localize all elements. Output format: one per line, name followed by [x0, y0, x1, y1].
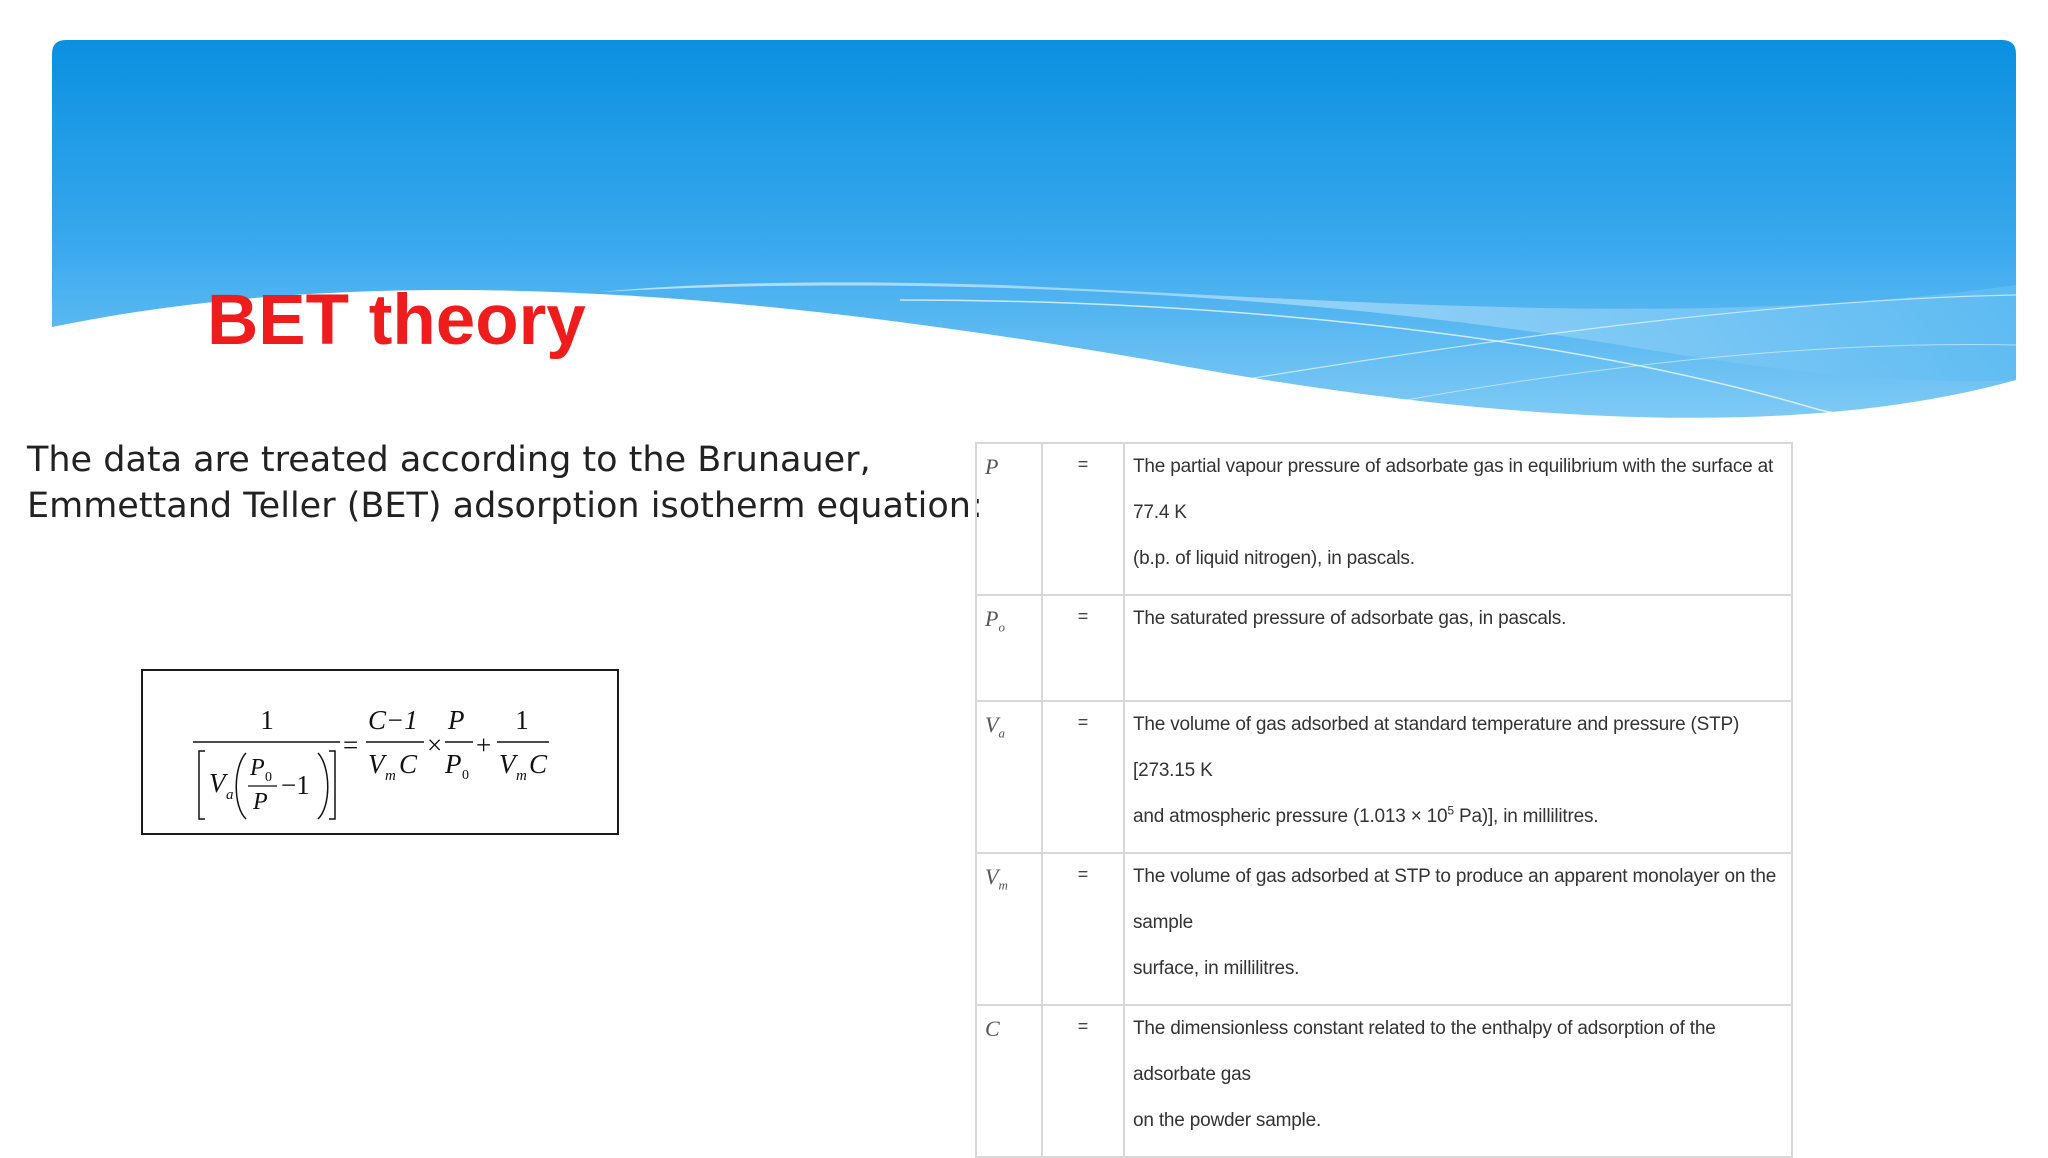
description-line-2: surface, in millilitres. — [1133, 958, 1300, 979]
equals-cell: = — [1042, 701, 1124, 853]
eq-frac3-zero: 0 — [462, 768, 469, 783]
eq-right-paren — [318, 753, 328, 819]
description-cell — [1124, 701, 1792, 853]
description-line-2 — [1133, 794, 1783, 840]
description-line-2a: and atmospheric pressure (1.013 × 10 — [1133, 806, 1448, 827]
description-line-2b: Pa)], in millilitres. — [1453, 806, 1599, 827]
description-line-1: The partial vapour pressure of adsorbate gas in equilibrium with the surface at 77.4 K — [1133, 456, 1774, 523]
description-cell — [1124, 1005, 1792, 1157]
eq-va-V: V — [209, 768, 226, 798]
symbol-subscript: m — [998, 877, 1008, 893]
symbol-text: P — [985, 606, 999, 631]
symbol-cell — [976, 1005, 1042, 1157]
symbol-text: C — [985, 1016, 1000, 1041]
equals-cell: = — [1042, 443, 1124, 595]
eq-vmc-C-1: C — [399, 749, 418, 779]
exponent: 5 — [1447, 803, 1454, 818]
eq-inner-P0: P — [250, 755, 265, 781]
bet-equation-box — [141, 669, 619, 835]
symbol-cell — [976, 595, 1042, 701]
eq-frac4-one: 1 — [515, 705, 529, 735]
symbol-cell — [976, 701, 1042, 853]
symbol-definitions-table — [975, 442, 1791, 1131]
header-wave-banner — [0, 0, 2048, 440]
symbol-subscript: o — [998, 619, 1005, 635]
eq-vmc-V-2: V — [499, 749, 516, 779]
symbol-cell — [976, 443, 1042, 595]
eq-frac3-P0: P — [445, 749, 462, 779]
eq-equals: = — [343, 730, 359, 760]
eq-left-bracket — [199, 751, 205, 819]
eq-left-numerator: 1 — [260, 705, 274, 735]
table-row — [976, 443, 1792, 595]
intro-line-1: The data are treated according to the Brunauer, — [27, 440, 871, 480]
description-cell — [1124, 853, 1792, 1005]
symbol-text: P — [985, 454, 999, 479]
description-line-1: The volume of gas adsorbed at standard temperature and pressure (STP) [273.15 K — [1133, 714, 1740, 781]
table-row — [976, 701, 1792, 853]
description-line-1: The saturated pressure of adsorbate gas, in pascals. — [1133, 608, 1567, 629]
eq-inner-P: P — [253, 789, 268, 815]
eq-frac3-P: P — [448, 705, 465, 735]
table-row — [976, 595, 1792, 701]
eq-vmc-C-2: C — [529, 749, 548, 779]
symbol-text: V — [985, 864, 999, 889]
eq-vmc-m-1: m — [385, 768, 396, 784]
slide-title: BET theory — [207, 281, 586, 360]
definitions-table — [975, 442, 1793, 1158]
description-cell — [1124, 595, 1792, 701]
description-line-2: (b.p. of liquid nitrogen), in pascals. — [1133, 548, 1415, 569]
eq-vmc-V-1: V — [368, 749, 385, 779]
eq-inner-zero: 0 — [265, 770, 272, 785]
intro-text — [27, 437, 983, 529]
equals-cell: = — [1042, 853, 1124, 1005]
eq-vmc-m-2: m — [516, 768, 527, 784]
eq-times: × — [427, 730, 443, 760]
bet-equation — [143, 671, 617, 833]
equals-cell: = — [1042, 595, 1124, 701]
description-line-2: on the powder sample. — [1133, 1110, 1322, 1131]
symbol-cell — [976, 853, 1042, 1005]
eq-c-minus-1: C−1 — [368, 705, 418, 735]
intro-line-2: Emmettand Teller (BET) adsorption isotherm equation: — [27, 486, 983, 526]
eq-plus: + — [476, 730, 492, 760]
equals-cell: = — [1042, 1005, 1124, 1157]
description-line-1: The volume of gas adsorbed at STP to produce an apparent monolayer on the sample — [1133, 866, 1777, 933]
eq-left-paren — [236, 753, 246, 819]
eq-minus-one: −1 — [281, 770, 310, 800]
eq-va-sub: a — [226, 787, 234, 803]
table-row — [976, 853, 1792, 1005]
symbol-text: V — [985, 712, 999, 737]
table-row — [976, 1005, 1792, 1157]
symbol-subscript: a — [998, 725, 1005, 741]
eq-right-bracket — [329, 751, 335, 819]
description-line-1: The dimensionless constant related to the enthalpy of adsorption of the adsorbate gas — [1133, 1018, 1716, 1085]
description-cell — [1124, 443, 1792, 595]
